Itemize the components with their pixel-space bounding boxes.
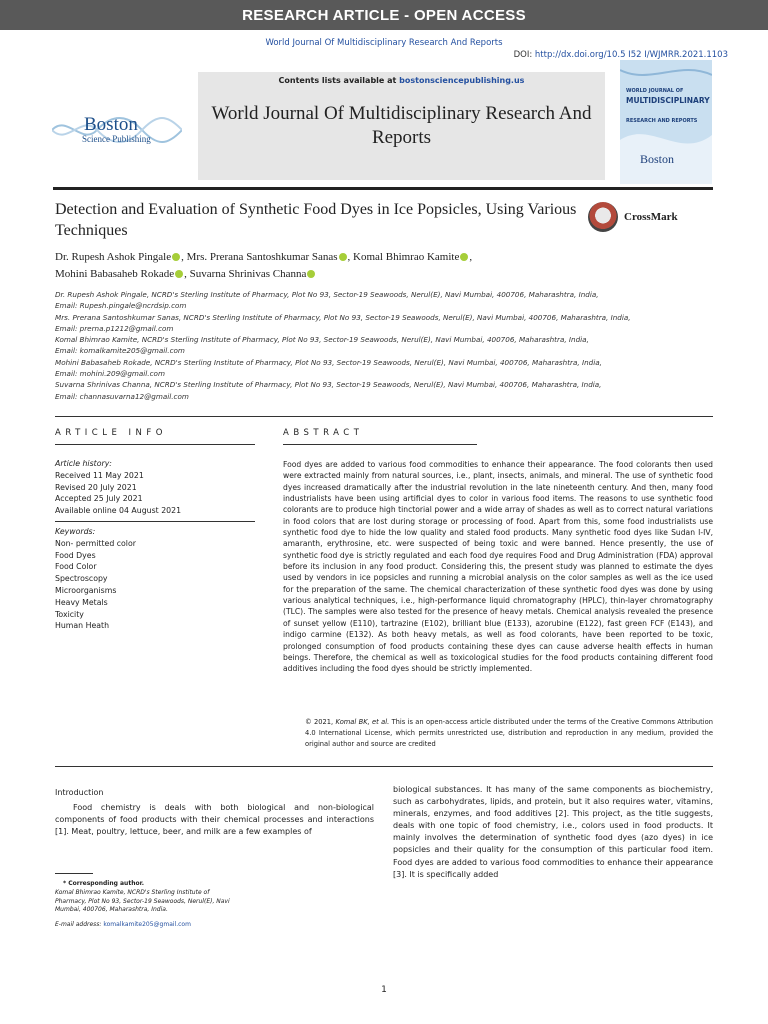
footnote-star: * Corresponding author. <box>63 880 144 887</box>
history-item: Received 11 May 2021 <box>55 470 144 480</box>
journal-header <box>198 72 605 180</box>
cover-logo: Boston <box>640 152 675 166</box>
doi-line <box>514 50 728 60</box>
crossmark-icon <box>588 202 618 232</box>
orcid-icon[interactable] <box>307 270 315 278</box>
contents-line <box>198 76 605 85</box>
affiliation-line: Dr. Rupesh Ashok Pingale, NCRD's Sterling Institute of Pharmacy, Plot No 93, Sector-19 Seawoods, Nerul(E), Navi Mumbai, 400706, Maharashtra, India, <box>55 290 599 299</box>
intro-right-column: biological substances. It has many of the same components as biochemistry, such as carbohydrates, lipids, and protein, but it also requires water, vitamins, minerals, enzymes, and food additives [2]. This project, as the title suggests, deals with one topic of food chemistry, i.e., colors used in food products. It mainly involves the determination of synthetic food dyes (azo dyes) in ice popsicles and their quality for the consumption of this particular food item. Food dyes are added to various food commodities to enhance their appearance [3]. It is specifically added <box>393 785 713 879</box>
footnote-email-label: E-mail address: <box>55 921 102 929</box>
abstract-text: Food dyes are added to various food commodities to enhance their appearance. The food colorants then used were extracted mainly from natural sources, i.e., plant, insects, animals, and mineral. The use of synthetic food dyes increased dramatically after the industrial revolution in the late nineteenth century. And then, many food industrialists have been using artificial dyes to color in various food items. The reasons to use synthetic food colorants are to produce high tinctorial power and a wide array of shades as well as to correct natural variations in food colors that are lost during storage or processing of food. Apart from this, some food industrialists use synthetic food dye to hide the low quality and staled food products. Many synthetic food dyes like Sudan I-IV, amaranth, erythrosine, etc. were suspected of being toxic and were banned. Hence presently, the use of synthetic food dye is strictly regulated and each food dye requires Food and Drug Administration (FDA) approval before its inclusion in any food product. Considering this, the present study was planned to estimate the dyes used by vendors in ice popsicles and running a microbial analysis on the color samples as well as the ice used for the preparation of the same. The chemical characterization of these synthetic food dyes was done by using various analytical techniques, i.e., high-performance liquid chromatography (HPLC), thin-layer chromatography (TLC). The samples were also tested for the presence of heavy metals. Chemical analysis revealed the presence of sunset yellow (E110), tartrazine (E102), brilliant blue (E133), azorubine (E122), fast green FCF (E143), and indigo carmine (E132). As both heavy metals, as well as food colorants, have been reported to be toxic, prolonged consumption of food products containing these dyes can cause adverse health effects in human beings. Therefore, the chemical as well as toxicological studies for the food products containing different food additives including the food dyes should be strictly implemented. <box>283 460 713 674</box>
article-title: Detection and Evaluation of Synthetic Food Dyes in Ice Popsicles, Using Various Techniques <box>55 201 577 239</box>
affiliation-email: Email: komalkamite205@gmail.com <box>55 346 185 356</box>
doi-link[interactable]: http://dx.doi.org/10.5 I52 I/WJMRR.2021.1103 <box>534 50 728 60</box>
copyright-text: This is an open-access article distributed under the terms of the Creative Commons Attribution 4.0 International License, which permits unrestricted use, distribution and reproduction in any medium, provided the original author and source are credited <box>305 718 713 749</box>
orcid-icon[interactable] <box>175 270 183 278</box>
orcid-icon[interactable] <box>460 253 468 261</box>
keyword: Spectroscopy <box>55 574 108 584</box>
affiliation-line: Suvarna Shrinivas Channa, NCRD's Sterling Institute of Pharmacy, Plot No 93, Sector-19 Seawoods, Nerul(E), Navi Mumbai, 400706, Maharashtra, India, <box>55 380 602 390</box>
divider <box>55 521 255 522</box>
doi-label: DOI: <box>513 50 533 60</box>
copyright-notice <box>305 717 713 751</box>
divider <box>55 416 713 417</box>
keyword: Human Heath <box>55 621 110 631</box>
history-label: Article history: <box>55 459 112 468</box>
divider <box>55 766 713 767</box>
keyword: Non- permitted color <box>55 538 136 548</box>
contents-link[interactable]: bostonsciencepublishing.us <box>399 76 525 85</box>
publisher-logo-name: Boston <box>84 114 138 135</box>
history-item: Accepted 25 July 2021 <box>55 494 143 504</box>
copyright-authors: Komal BK, et al. <box>335 718 390 726</box>
keyword: Toxicity <box>55 609 84 619</box>
page-number: 1 <box>381 985 387 995</box>
history-item: Revised 20 July 2021 <box>55 482 137 492</box>
affiliation-email: Email: channasuvarna12@gmail.com <box>55 391 189 401</box>
contents-prefix: Contents lists available at <box>278 76 397 85</box>
affiliations <box>55 289 705 402</box>
copyright-prefix: © 2021, <box>305 718 334 726</box>
orcid-icon[interactable] <box>172 253 180 261</box>
intro-left-column: Food chemistry is deals with both biological and non-biological components of food products with their chemical processes and interactions [1]. Meat, poultry, lettuce, beer, and milk are a few examples of <box>55 803 374 837</box>
abstract-heading: ABSTRACT <box>283 428 364 438</box>
publisher-logo-sub: Science Publishing <box>82 134 151 144</box>
intro-heading: Introduction <box>55 788 104 797</box>
footnote-rule <box>55 873 93 874</box>
cover-line2: MULTIDISCIPLINARY <box>626 96 710 105</box>
keyword: Heavy Metals <box>55 597 108 607</box>
affiliation-email: Email: Rupesh.pingale@ncrdsip.com <box>55 301 187 311</box>
affiliation-email: Email: prerna.p1212@gmail.com <box>55 323 174 333</box>
author-name: Mohini Babasaheb Rokade <box>55 268 175 280</box>
article-info <box>55 458 255 632</box>
journal-link[interactable]: World Journal Of Multidisciplinary Research And Reports <box>265 38 503 48</box>
author-name: Mrs. Prerana Santoshkumar Sanas <box>186 251 338 263</box>
footnote-email[interactable]: komalkamite205@gmail.com <box>103 921 191 929</box>
crossmark-label: CrossMark <box>624 211 678 223</box>
divider <box>283 444 477 445</box>
cover-line1: WORLD JOURNAL OF <box>626 88 684 94</box>
crossmark-badge[interactable] <box>588 202 708 234</box>
journal-title: World Journal Of Multidisciplinary Research And Reports <box>211 103 592 148</box>
keywords-label: Keywords: <box>55 526 96 536</box>
footnote-text: Komal Bhimrao Kamite, NCRD's Sterling Institute of Pharmacy, Plot No 93, Sector-19 Seawoods, Nerul(E), Navi Mumbai, 400706, Maharashtra, India. <box>55 888 230 914</box>
affiliation-email: Email: mohini.209@gmail.com <box>55 369 165 379</box>
affiliation-line: Mohini Babasaheb Rokade, NCRD's Sterling Institute of Pharmacy, Plot No 93, Sector-19 Seawoods, Nerul(E), Navi Mumbai, 400706, Maharashtra, India, <box>55 357 602 367</box>
footnote <box>55 880 235 930</box>
keyword: Food Dyes <box>55 550 96 560</box>
author-list: Dr. Rupesh Ashok Pingale , Mrs. Prerana Santoshkumar Sanas , Komal Bhimrao Kamite , Mohini Babasaheb Rokade , Suvarna Shrinivas Channa <box>55 251 473 280</box>
author-name: Komal Bhimrao Kamite <box>353 251 460 263</box>
open-access-banner: RESEARCH ARTICLE - OPEN ACCESS <box>0 0 768 30</box>
author-name: Dr. Rupesh Ashok Pingale <box>55 251 172 263</box>
journal-cover <box>620 60 712 184</box>
keyword: Food Color <box>55 562 97 572</box>
cover-line3: RESEARCH AND REPORTS <box>626 118 698 124</box>
history-item: Available online 04 August 2021 <box>55 506 182 516</box>
article-info-heading: ARTICLE INFO <box>55 428 167 438</box>
divider <box>55 444 255 445</box>
affiliation-line: Mrs. Prerana Santoshkumar Sanas, NCRD's Sterling Institute of Pharmacy, Plot No 93, Sector-19 Seawoods, Nerul(E), Navi Mumbai, 400706, Maharashtra, India, <box>55 312 631 322</box>
keyword: Microorganisms <box>55 585 117 595</box>
publisher-logo <box>52 108 182 156</box>
author-name: Suvarna Shrinivas Channa <box>189 268 307 280</box>
orcid-icon[interactable] <box>339 253 347 261</box>
affiliation-line: Komal Bhimrao Kamite, NCRD's Sterling Institute of Pharmacy, Plot No 93, Sector-19 Seawoods, Nerul(E), Navi Mumbai, 400706, Maharashtra, India, <box>55 335 589 345</box>
header-rule <box>53 187 713 190</box>
